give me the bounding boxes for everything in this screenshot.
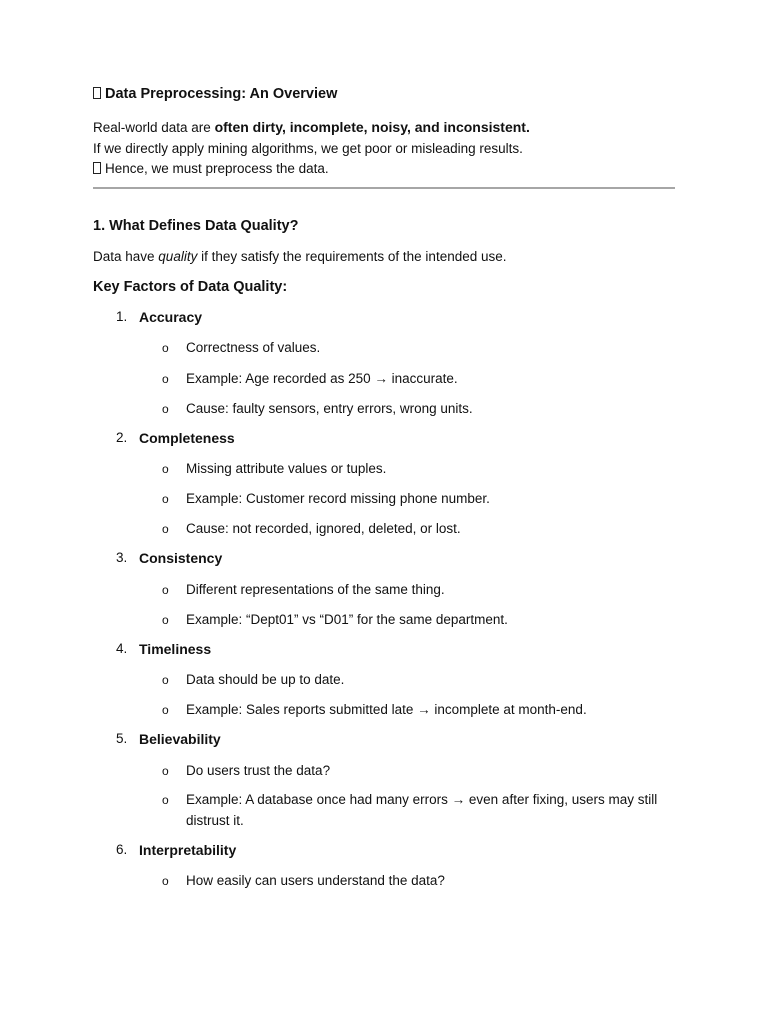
bullet-marker: o — [162, 402, 169, 416]
missing-glyph-icon — [93, 87, 101, 99]
bullet-marker: o — [162, 492, 169, 506]
section-1-paragraph — [93, 249, 507, 264]
bullet-text: Example: “Dept01” vs “D01” for the same department. — [186, 612, 508, 627]
factor-number: 2. — [116, 430, 128, 445]
bullet-text: Example: A database once had many errors → even after fixing, users may still distrust it. — [186, 792, 658, 828]
bullet-text: Cause: faulty sensors, entry errors, wrong units. — [186, 401, 473, 416]
intro-line-1 — [93, 117, 530, 139]
key-factors-heading: Key Factors of Data Quality: — [93, 279, 288, 295]
bullet-text: Example: Customer record missing phone number. — [186, 491, 490, 506]
bullet-text: Different representations of the same thing. — [186, 582, 445, 597]
intro-line-1-pre: Real-world data are — [93, 120, 215, 135]
bullet-marker: o — [162, 613, 169, 627]
factor-number: 3. — [116, 550, 128, 565]
document-title-text: Data Preprocessing: An Overview — [105, 86, 338, 102]
section-1-para-pre: Data have — [93, 249, 159, 264]
document-title — [93, 86, 337, 102]
bullet-text: How easily can users understand the data? — [186, 873, 445, 888]
factor-name: Completeness — [139, 430, 235, 446]
bullet-marker: o — [162, 793, 169, 807]
factor-number: 5. — [116, 731, 128, 746]
factor-name: Believability — [139, 731, 221, 747]
missing-glyph-icon — [93, 162, 101, 174]
bullet-marker: o — [162, 874, 169, 888]
bullet-marker: o — [162, 764, 169, 778]
bullet-text: Example: Sales reports submitted late → incomplete at month-end. — [186, 702, 587, 717]
section-1-heading: 1. What Defines Data Quality? — [93, 218, 299, 234]
section-1-para-post: if they satisfy the requirements of the intended use. — [197, 249, 507, 264]
factor-name: Timeliness — [139, 641, 212, 657]
bullet-marker: o — [162, 703, 169, 717]
factor-name: Accuracy — [139, 309, 203, 325]
bullet-text: Cause: not recorded, ignored, deleted, or lost. — [186, 521, 461, 536]
bullet-marker: o — [162, 341, 169, 355]
factor-number: 6. — [116, 842, 128, 857]
factor-number: 1. — [116, 309, 128, 324]
bullet-marker: o — [162, 522, 169, 536]
intro-line-1-bold: often dirty, incomplete, noisy, and inconsistent — [214, 119, 526, 135]
intro-line-3 — [93, 159, 530, 180]
intro-line-1-post: . — [525, 119, 530, 135]
factor-name: Consistency — [139, 550, 223, 566]
intro-line-2: If we directly apply mining algorithms, we get poor or misleading results. — [93, 140, 523, 156]
intro-line-3-text: Hence, we must preprocess the data. — [105, 161, 329, 176]
bullet-marker: o — [162, 583, 169, 597]
bullet-text: Example: Age recorded as 250 → inaccurate. — [186, 371, 458, 386]
bullet-marker: o — [162, 673, 169, 687]
bullet-text: Missing attribute values or tuples. — [186, 461, 387, 476]
intro-paragraph — [93, 117, 530, 180]
bullet-marker: o — [162, 372, 169, 386]
bullet-text: Correctness of values. — [186, 340, 321, 355]
factor-number: 4. — [116, 641, 128, 656]
bullet-marker: o — [162, 462, 169, 476]
section-1-para-em: quality — [158, 249, 198, 264]
bullet-text: Do users trust the data? — [186, 763, 331, 778]
factor-name: Interpretability — [139, 842, 237, 858]
bullet-text: Data should be up to date. — [186, 672, 345, 687]
horizontal-divider — [93, 187, 675, 189]
